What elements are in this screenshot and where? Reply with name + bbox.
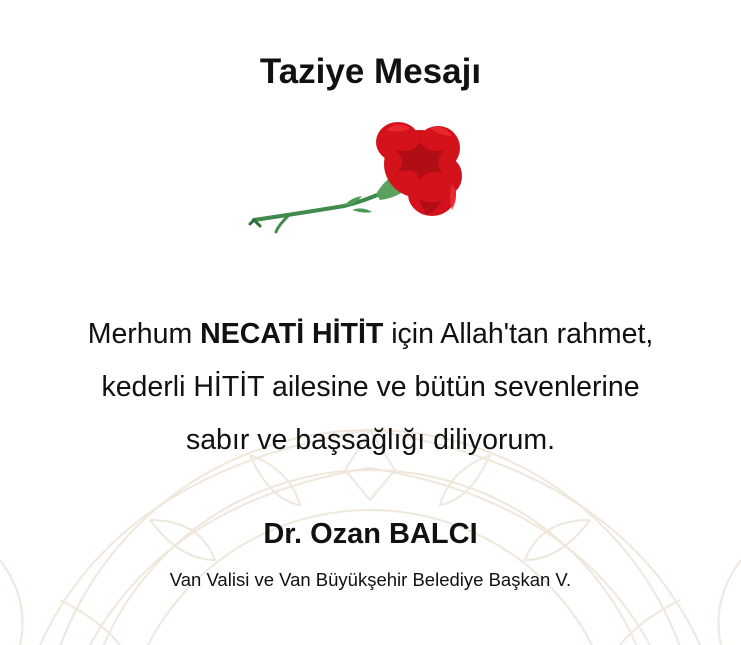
message-line-3: sabır ve başsağlığı diliyorum. <box>185 424 556 456</box>
message-suffix: için Allah'tan rahmet, <box>383 318 654 350</box>
message-prefix: Merhum <box>87 318 201 350</box>
signer-title: Van Valisi ve Van Büyükşehir Belediye Başkan V. <box>169 569 572 590</box>
condolence-message <box>0 308 741 467</box>
deceased-name: NECATİ HİTİT <box>200 318 384 350</box>
message-line-1 <box>0 308 741 361</box>
signer-name: Dr. Ozan BALCI <box>263 518 478 550</box>
message-line-2: kederli HİTİT ailesine ve bütün sevenlerine <box>101 371 640 403</box>
carnation-icon <box>248 114 464 240</box>
page-title: Taziye Mesajı <box>259 52 482 91</box>
